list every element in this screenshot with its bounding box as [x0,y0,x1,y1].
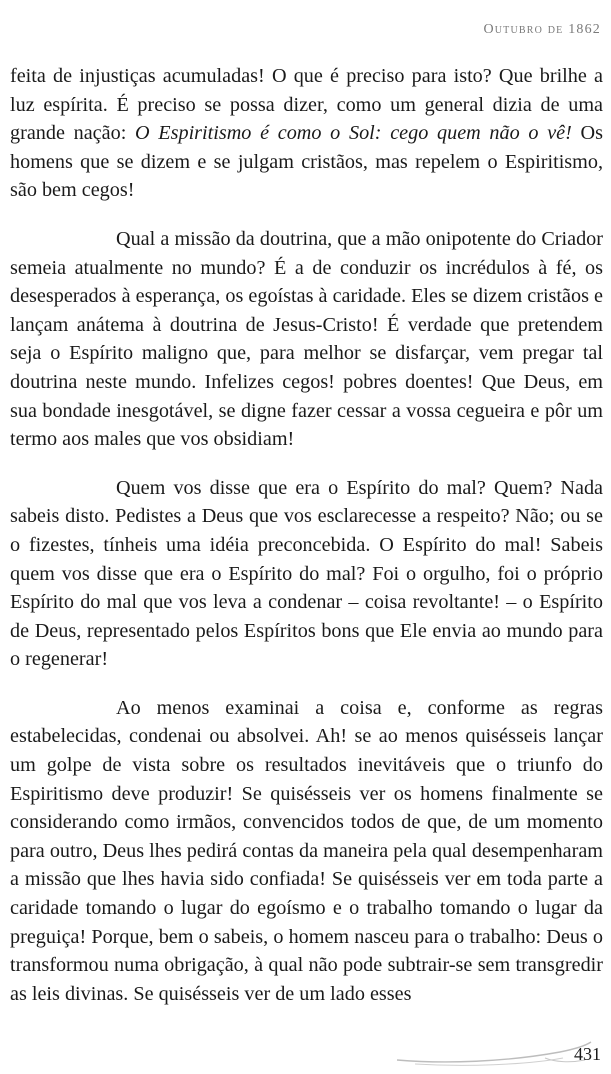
page-number: 431 [574,1044,601,1064]
paragraph: Qual a missão da doutrina, que a mão onipotente do Criador semeia atualmente no mundo? É a de conduzir os incrédulos à fé, os desesperados à esperança, os egoístas à caridade. Eles se dizem cristãos e lançam anátema à doutrina de Jesus-Cristo! É verdade que pretendem seja o Espírito maligno que, para melhor se disfarçar, vem pregar tal doutrina neste mundo. Infelizes cegos! pobres doentes! Que Deus, em sua bondade inesgotável, se digne fazer cessar a vossa cegueira e pôr um termo aos males que vos obsidiam! [10,227,603,451]
paragraph: Ao menos examinai a coisa e, conforme as regras estabelecidas, condenai ou absolvei. Ah! se ao menos quisésseis lançar um golpe de vista sobre os resultados inevitáveis que o triunfo do Espiritismo deve produzir! Se quisésseis ver os homens finalmente se considerando como irmãos, convencidos todos de que, de um momento para outro, Deus lhes pedirá contas da maneira pela qual desempenharam a missão que lhes havia sido confiada! Se quisésseis ver em toda parte a caridade tomando o lugar do egoísmo e o trabalho tomando o lugar da preguiça! Porque, bem o sabeis, o homem nasceu para o trabalho: Deus o transformou numa obrigação, à qual não pode subtrair-se sem transgredir as leis divinas. Se quisésseis ver de um lado esses [10,696,603,1005]
paragraph-segment: feita de injustiças acumuladas! O que é preciso para isto? Que brilhe a luz espírita. É preciso se possa dizer, como um general dizia de uma grande nação: [10,65,603,145]
body-text [10,62,603,1008]
footer-swash-ornament [395,1038,595,1068]
paragraph-segment: Os homens que se dizem e se julgam cristãos, mas repelem o Espiritismo, são bem cegos! [10,122,603,202]
paragraph: Quem vos disse que era o Espírito do mal? Quem? Nada sabeis disto. Pedistes a Deus que vos esclarecesse a respeito? Não; ou se o fizestes, tínheis uma idéia preconcebida. O Espírito do mal! Sabeis quem vos disse que era o Espírito do mal? Foi o orgulho, foi o próprio Espírito do mal que vos leva a condenar – coisa revoltante! – o Espírito de Deus, representado pelos Espíritos bons que Ele envia ao mundo para o regenerar! [10,476,603,671]
paragraph-continuation [10,62,603,205]
italic-quote: O Espiritismo é como o Sol: cego quem não o vê! [135,122,572,145]
running-header: Outubro de 1862 [483,22,601,37]
